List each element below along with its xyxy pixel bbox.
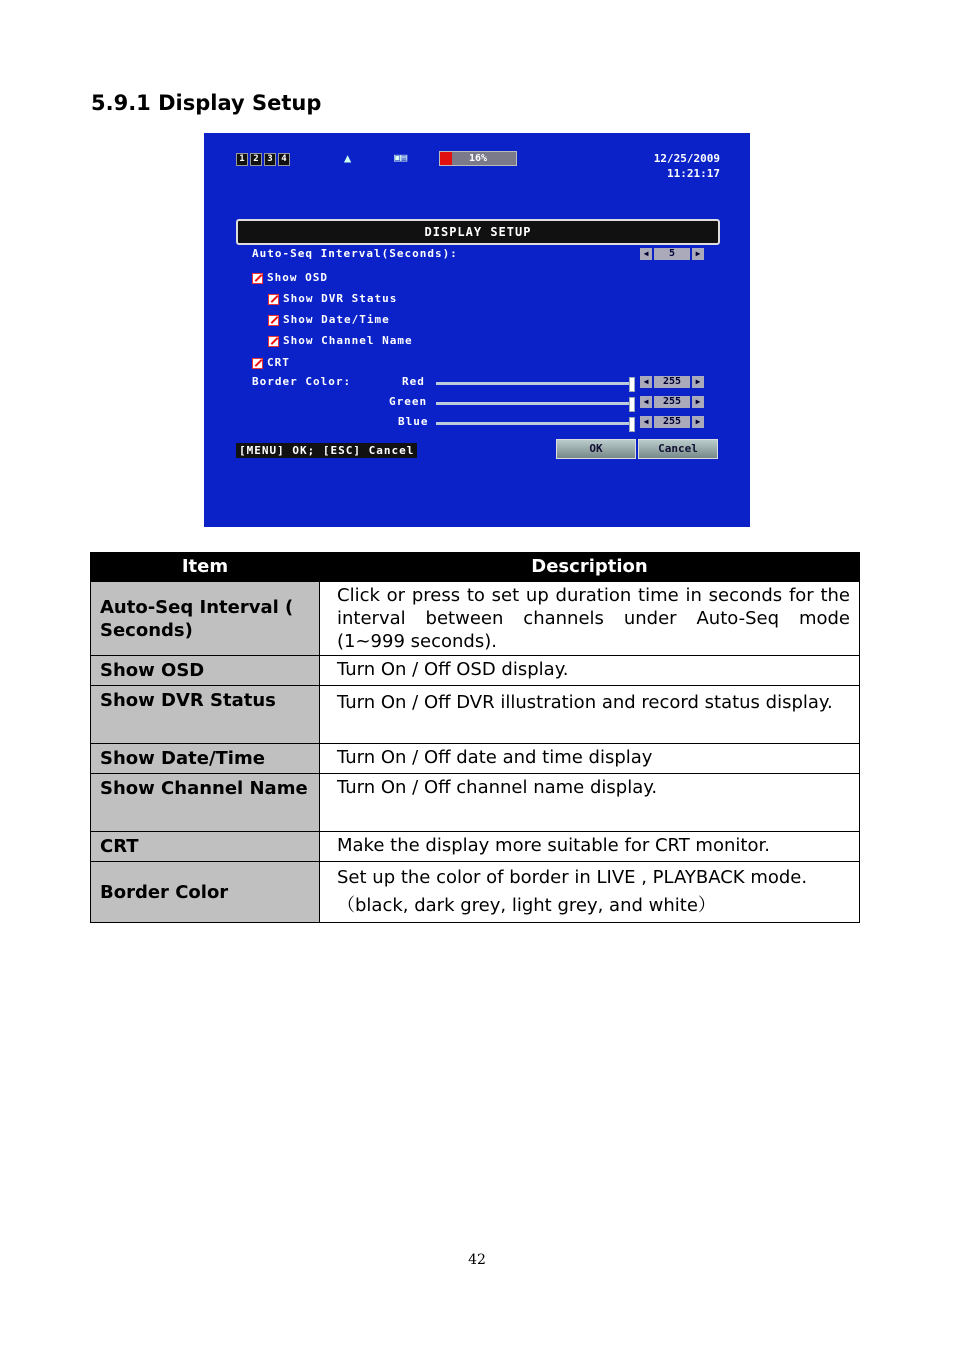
auto-seq-value: 5 [654,248,690,260]
auto-seq-label: Auto-Seq Interval(Seconds): [252,247,458,260]
option-label: Show Channel Name [283,334,413,347]
option-show-dvr-status[interactable] [268,292,397,305]
panel-title: DISPLAY SETUP [236,219,720,245]
hdd-icon: ▣▤ [394,151,408,164]
checkbox-icon[interactable] [268,294,279,305]
slider-handle[interactable] [629,397,635,412]
option-show-datetime[interactable] [268,313,390,326]
auto-seq-spinner[interactable] [640,248,704,260]
item-cell: Show DVR Status [91,686,320,744]
option-show-channel-name[interactable] [268,334,413,347]
item-cell: Auto-Seq Interval ( Seconds) [91,582,320,656]
network-icon: ▲ [344,151,352,165]
arrow-left-icon[interactable]: ◀ [640,396,652,408]
description-cell: Turn On / Off OSD display. [320,656,860,686]
item-cell: CRT [91,832,320,862]
table-row [91,774,860,832]
slider-handle[interactable] [629,417,635,432]
option-show-osd[interactable] [252,271,328,284]
table-header-row [91,553,860,582]
slider-handle[interactable] [629,377,635,392]
red-slider[interactable] [436,382,632,385]
arrow-right-icon[interactable]: ▶ [692,376,704,388]
option-label: CRT [267,356,290,369]
description-cell: Turn On / Off date and time display [320,744,860,774]
arrow-left-icon[interactable]: ◀ [640,376,652,388]
blue-spinner[interactable] [640,416,704,428]
description-cell: Turn On / Off DVR illustration and record status display. [320,686,860,744]
checkbox-icon[interactable] [252,273,263,284]
green-spinner[interactable] [640,396,704,408]
item-cell: Show Date/Time [91,744,320,774]
channel-indicator: 1 [236,153,248,166]
table-row [91,656,860,686]
dvr-display-setup-screenshot [204,133,750,527]
header-item: Item [91,553,320,582]
date: 12/25/2009 [653,152,720,165]
description-cell: Make the display more suitable for CRT monitor. [320,832,860,862]
red-value: 255 [654,376,690,388]
blue-value: 255 [654,416,690,428]
header-description: Description [320,553,860,582]
blue-slider[interactable] [436,422,632,425]
arrow-left-icon[interactable]: ◀ [640,416,652,428]
key-hint: [MENU] OK; [ESC] Cancel [236,443,417,458]
description-cell: Set up the color of border in LIVE , PLAYBACK mode.（black, dark grey, light grey, and white） [320,862,860,923]
checkbox-icon[interactable] [252,358,263,369]
channel-indicator: 3 [264,153,276,166]
hdd-usage-bar [439,151,517,166]
green-slider[interactable] [436,402,632,405]
description-cell: Turn On / Off channel name display. [320,774,860,832]
border-color-label: Border Color: [252,375,352,388]
table-row [91,832,860,862]
page-number: 42 [468,1252,486,1268]
channel-indicator: 4 [278,153,290,166]
arrow-left-icon[interactable]: ◀ [640,248,652,260]
blue-label: Blue [398,415,429,428]
table-row [91,862,860,923]
green-value: 255 [654,396,690,408]
checkbox-icon[interactable] [268,315,279,326]
description-cell: Click or press to set up duration time in seconds for the interval between channels under Auto-Seq mode (1~999 seconds). [320,582,860,656]
option-label: Show OSD [267,271,328,284]
datetime [654,151,720,181]
item-cell: Border Color [91,862,320,923]
option-crt[interactable] [252,356,290,369]
table-row [91,686,860,744]
red-spinner[interactable] [640,376,704,388]
option-label: Show Date/Time [283,313,390,326]
table-row [91,582,860,656]
settings-table [90,552,860,923]
cancel-button[interactable]: Cancel [638,439,718,459]
red-label: Red [402,375,425,388]
arrow-right-icon[interactable]: ▶ [692,396,704,408]
time: 11:21:17 [667,167,720,180]
green-label: Green [389,395,428,408]
table-row [91,744,860,774]
option-label: Show DVR Status [283,292,398,305]
item-cell: Show Channel Name [91,774,320,832]
item-cell: Show OSD [91,656,320,686]
checkbox-icon[interactable] [268,336,279,347]
arrow-right-icon[interactable]: ▶ [692,416,704,428]
channel-indicator: 2 [250,153,262,166]
channel-indicators [236,153,290,166]
hdd-usage-text: 16% [468,153,488,164]
arrow-right-icon[interactable]: ▶ [692,248,704,260]
section-title: 5.9.1 Display Setup [91,91,322,115]
ok-button[interactable]: OK [556,439,636,459]
